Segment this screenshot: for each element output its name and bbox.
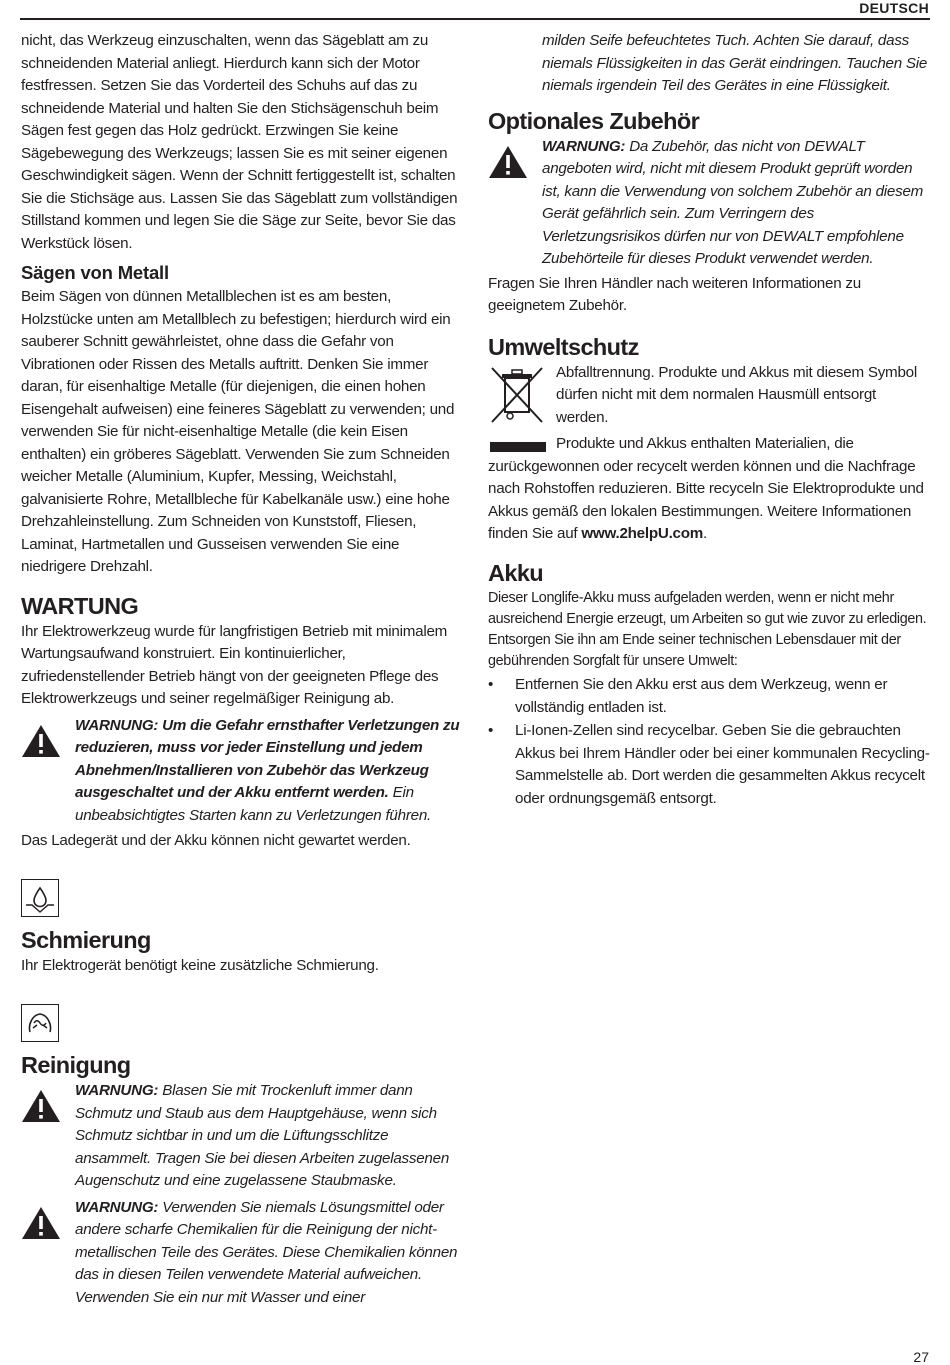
- helpu-link[interactable]: www.2helpU.com: [581, 525, 704, 542]
- schmierung-heading: Schmierung: [21, 926, 151, 953]
- warning-icon: [21, 1197, 75, 1245]
- cleaning-continuation: milden Seife befeuchtetes Tuch. Achten Sie darauf, dass niemals Flüssigkeiten in das Gerät eindringen. Tauchen Sie niemals irgendein Teil des Gerätes in eine Flüssigkeit.: [542, 32, 928, 94]
- list-item: • Li-Ionen-Zellen sind recycelbar. Geben Sie die gebrauchten Akkus bei Ihrem Händler oder bei einer kommunalen Recycling-Sammelstelle ab. Dort werden die gesammelten Akkus recycelt oder ordnungsgemäß entsorgt.: [488, 720, 930, 810]
- zubehoer-paragraph: Fragen Sie Ihren Händler nach weiteren Informationen zu geeignetem Zubehör.: [488, 274, 861, 314]
- zubehoer-warning: [488, 136, 930, 271]
- reinigung-warning-1: [21, 1080, 461, 1193]
- metal-heading: Sägen von Metall: [21, 262, 169, 283]
- wartung-heading: WARTUNG: [21, 592, 139, 619]
- warning-icon: [488, 136, 542, 184]
- zubehoer-warning-text: Da Zubehör, das nicht von DEWALT angeboten wird, nicht mit diesem Produkt geprüft worden ist, kann die Verwendung von solchem Zubehör an diesem Gerät gefährlich sein. Zum Verringern des Verletzungsrisikos dürfen nur von DEWALT empfohlene Zubehörteile für dieses Produkt verwendet werden.: [542, 137, 924, 267]
- cleaning-icon: [21, 1004, 59, 1042]
- akku-heading: Akku: [488, 559, 544, 586]
- intro-paragraph: nicht, das Werkzeug einzuschalten, wenn das Sägeblatt am zu schneidenden Material anliegt. Hierdurch kann sich der Motor festfressen. Setzen Sie das Vorderteil des Schuhs auf das zu schneidende Material und halten Sie den Stichsägenschuh beim Sägen fest gegen das Holz gedrückt. Erzwingen Sie keine Sägebewegung des Werkzeugs; lassen Sie es mit seiner eigenen Geschwindigkeit sägen. Wenn der Schnitt fertiggestellt ist, schalten Sie die Stichsäge aus. Lassen Sie das Sägeblatt zum vollständigen Stillstand kommen und legen Sie die Säge zur Seite, bevor Sie das Werkstück lösen.: [21, 32, 458, 252]
- zubehoer-warning-label: WARNUNG:: [542, 137, 626, 155]
- crossed-bin-icon: [488, 362, 556, 429]
- right-column: [488, 30, 930, 811]
- wartung-paragraph: Ihr Elektrowerkzeug wurde für langfristigen Betrieb mit minimalem Wartungsaufwand konstruiert. Ein kontinuierlicher, zufriedenstellender Betrieb hängt von der geeigneten Pflege des Elektrowerkzeugs und seiner regelmäßiger Reinigung ab.: [21, 622, 448, 707]
- wartung-warning-rest: Ein unbeabsichtigtes Starten kann zu Verletzungen führen.: [75, 784, 431, 824]
- warning-icon: [21, 715, 75, 763]
- schmierung-paragraph: Ihr Elektrogerät benötigt keine zusätzliche Schmierung.: [21, 956, 379, 974]
- warning-icon: [21, 1080, 75, 1128]
- separation-bar: [490, 442, 546, 452]
- wartung-warning-bold: WARNUNG: Um die Gefahr ernsthafter Verletzungen zu reduzieren, muss vor jeder Einstellung und jedem Abnehmen/Installieren von Zubehör das Werkzeug ausgeschaltet und der Akku entfernt werden.: [75, 716, 460, 801]
- reinigung-warning-1-text: Blasen Sie mit Trockenluft immer dann Schmutz und Staub aus dem Hauptgehäuse, wenn sich Schmutz sichtbar in und um die Lüftungsschlitze ansammelt. Tragen Sie bei diesen Arbeiten zugelassenen Augenschutz und eine zugelassene Staubmaske.: [75, 1082, 450, 1189]
- umwelt-heading: Umweltschutz: [488, 333, 639, 360]
- page-number: 27: [913, 1349, 929, 1365]
- akku-paragraph: Dieser Longlife-Akku muss aufgeladen werden, wenn er nicht mehr ausreichend Energie erzeugt, um Arbeiten so gut wie zuvor zu erledigen. Entsorgen Sie ihn am Ende seiner technischen Lebensdauer mit der gebührenden Sorgfalt für unsere Umwelt:: [488, 589, 927, 670]
- reinigung-heading: Reinigung: [21, 1052, 131, 1078]
- language-label: DEUTSCH: [859, 0, 929, 16]
- zubehoer-heading: Optionales Zubehör: [488, 107, 700, 134]
- list-item: • Entfernen Sie den Akku erst aus dem Werkzeug, wenn er vollständig entladen ist.: [488, 674, 930, 719]
- recycle-paragraph: Produkte und Akkus enthalten Materialien, die zurückgewonnen oder recycelt werden können und die Nachfrage nach Rohstoffen reduzieren. Bitte recyceln Sie Elektroprodukte und Akkus gemäß den lokalen Bestimmungen. Weitere Informationen finden Sie auf www.2helpU.com.: [488, 435, 924, 542]
- wartung-warning: [21, 715, 461, 828]
- reinigung-warning-2-label: WARNUNG:: [75, 1198, 159, 1216]
- wartung-note: Das Ladegerät und der Akku können nicht gewartet werden.: [21, 832, 411, 849]
- header-rule: [20, 18, 930, 20]
- reinigung-warning-2-text: Verwenden Sie niemals Lösungsmittel oder andere scharfe Chemikalien für die Reinigung der nicht-metallischen Teile des Gerätes. Diese Chemikalien können das in diesen Teilen verwendete Material aufweichen. Verwenden Sie ein nur mit Wasser und einer: [75, 1198, 458, 1306]
- reinigung-warning-2: [21, 1197, 461, 1310]
- reinigung-warning-1-label: WARNUNG:: [75, 1082, 159, 1099]
- waste-bin-block: [488, 362, 930, 430]
- akku-bullet-list: [488, 674, 930, 810]
- lubrication-icon: [21, 879, 59, 917]
- left-column: [21, 30, 461, 1309]
- waste-bin-paragraph: Abfalltrennung. Produkte und Akkus mit diesem Symbol dürfen nicht mit dem normalen Hausmüll entsorgt werden.: [556, 363, 917, 426]
- metal-paragraph: Beim Sägen von dünnen Metallblechen ist es am besten, Holzstücke unten am Metallblech zu befestigen; hierdurch wird ein sauberer Schnitt gewährleistet, ohne dass die Gefahr von Vibrationen oder Rissen des Metalls auftritt. Denken Sie immer daran, für eisenhaltige Metalle (für diejenigen, die einen hohen Eisengehalt aufweisen) eine feineres Sägeblatt zu verwenden; und verwenden Sie für nicht-eisenhaltige Metalle (die kein Eisen enthalten) ein gröberes Sägeblatt. Verwenden Sie zum Schneiden weicher Metalle (Aluminium, Kupfer, Messing, Weichstahl, galvanisierte Rohre, Metallbleche für Kabelkanäle usw.) eine hohe Drehzahleinstellung. Zum Schneiden von Kunststoff, Fliesen, Laminat, Hartmetallen und Gusseisen verwenden Sie eine niedrigere Drehzahl.: [21, 288, 455, 575]
